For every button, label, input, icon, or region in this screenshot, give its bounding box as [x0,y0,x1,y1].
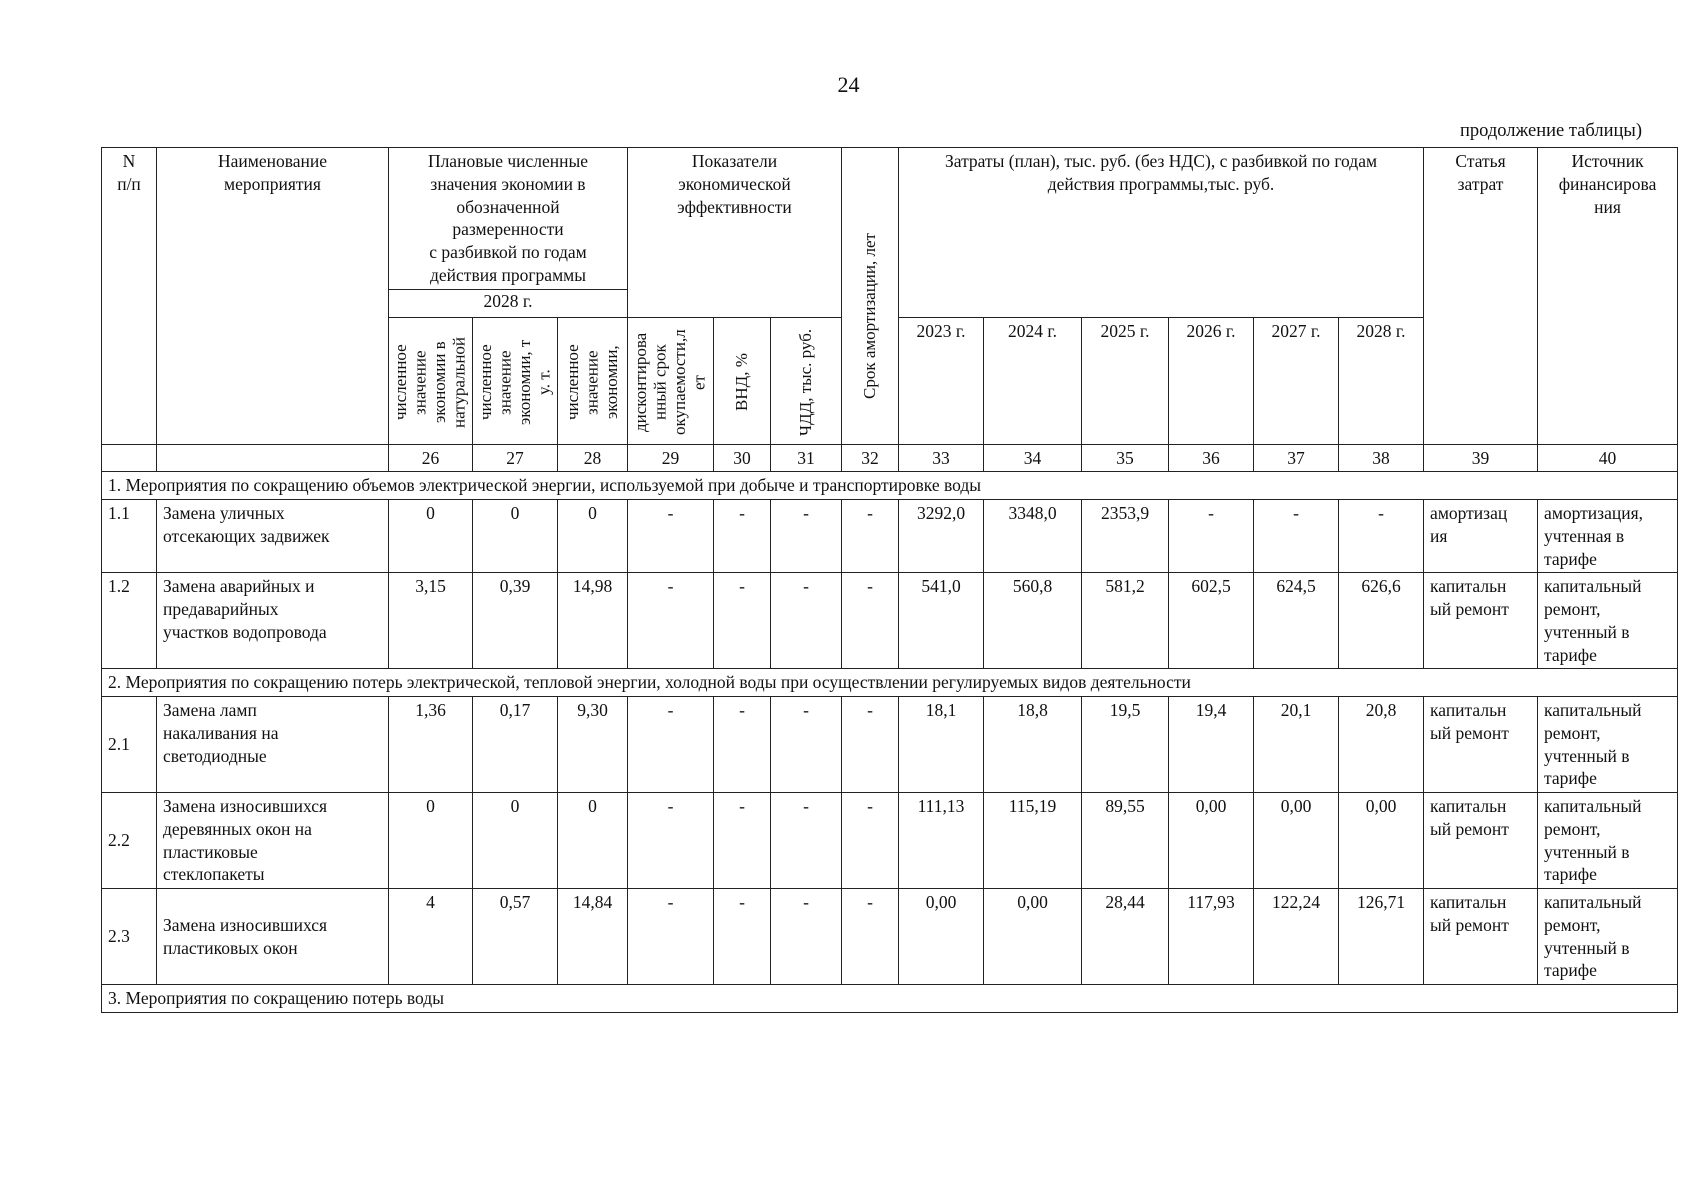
value-cell: 20,8 [1339,697,1424,793]
num-cell-empty [157,444,389,472]
funding-source-cell: капитальный ремонт, учтенный в тарифе [1538,889,1678,985]
column-number: 29 [628,444,714,472]
table-row [102,500,1678,573]
table-row [102,889,1678,985]
funding-source-cell: капитальный ремонт, учтенный в тарифе [1538,793,1678,889]
value-cell: - [1169,500,1254,573]
column-number: 34 [984,444,1082,472]
header-amortization: Срок амортизации, лет [842,148,899,445]
value-cell: - [842,500,899,573]
row-number: 1.1 [102,500,157,573]
value-cell: 1,36 [389,697,473,793]
column-number: 28 [558,444,628,472]
section-title: 1. Мероприятия по сокращению объемов электрической энергии, используемой при добыче и транспортировке воды [102,472,1678,500]
column-number: 40 [1538,444,1678,472]
column-number: 36 [1169,444,1254,472]
row-name: Замена износившихся деревянных окон на пластиковые стеклопакеты [157,793,389,889]
value-cell: - [628,500,714,573]
section-title: 3. Мероприятия по сокращению потерь воды [102,985,1678,1013]
table-row [102,573,1678,669]
value-cell: 126,71 [1339,889,1424,985]
value-cell: - [771,793,842,889]
header-funding-source: Источник финансирова ния [1538,148,1678,445]
value-cell: 0,00 [899,889,984,985]
value-cell: 0 [558,500,628,573]
value-cell: 0 [473,793,558,889]
header-cost-item: Статья затрат [1424,148,1538,445]
section-row [102,985,1678,1013]
row-number: 2.1 [102,697,157,793]
header-cost-year: 2025 г. [1082,317,1169,444]
funding-source-cell: капитальный ремонт, учтенный в тарифе [1538,697,1678,793]
value-cell: 19,5 [1082,697,1169,793]
value-cell: - [842,573,899,669]
value-cell: 14,98 [558,573,628,669]
section-row [102,472,1678,500]
value-cell: - [628,793,714,889]
funding-source-cell: амортизация, учтенная в тарифе [1538,500,1678,573]
value-cell: 3,15 [389,573,473,669]
table-row [102,697,1678,793]
value-cell: - [714,500,771,573]
value-cell: 0,00 [1339,793,1424,889]
value-cell: 581,2 [1082,573,1169,669]
cost-item-cell: амортизац ия [1424,500,1538,573]
value-cell: - [771,889,842,985]
value-cell: 0 [389,500,473,573]
header-savings-col: численное значение экономии в натуральной [389,317,473,444]
value-cell: 111,13 [899,793,984,889]
value-cell: 0,00 [984,889,1082,985]
header-costs-group: Затраты (план), тыс. руб. (без НДС), с разбивкой по годам действия программы,тыс. руб. [899,148,1424,318]
value-cell: 0,00 [1254,793,1339,889]
column-number: 33 [899,444,984,472]
value-cell: - [842,889,899,985]
funding-source-cell: капитальный ремонт, учтенный в тарифе [1538,573,1678,669]
row-number: 2.3 [102,889,157,985]
column-number: 35 [1082,444,1169,472]
header-efficiency-col: ЧДД, тыс. руб. [771,317,842,444]
page-number: 24 [837,72,860,97]
value-cell: 0,00 [1169,793,1254,889]
column-number: 31 [771,444,842,472]
row-number: 2.2 [102,793,157,889]
header-efficiency-col: ВНД, % [714,317,771,444]
value-cell: 0 [389,793,473,889]
value-cell: - [1339,500,1424,573]
value-cell: - [771,697,842,793]
value-cell: 0,57 [473,889,558,985]
cost-item-cell: капитальн ый ремонт [1424,793,1538,889]
value-cell: 560,8 [984,573,1082,669]
cost-item-cell: капитальн ый ремонт [1424,889,1538,985]
cost-item-cell: капитальн ый ремонт [1424,573,1538,669]
continuation-note: продолжение таблицы) [1459,121,1642,141]
row-name: Замена аварийных и предаварийных участков водопровода [157,573,389,669]
value-cell: - [842,793,899,889]
value-cell: - [628,889,714,985]
header-cost-year: 2026 г. [1169,317,1254,444]
value-cell: - [771,573,842,669]
value-cell: 4 [389,889,473,985]
column-number: 27 [473,444,558,472]
column-number: 38 [1339,444,1424,472]
value-cell: 624,5 [1254,573,1339,669]
value-cell: 626,6 [1339,573,1424,669]
column-number: 32 [842,444,899,472]
value-cell: 602,5 [1169,573,1254,669]
num-cell-empty [102,444,157,472]
value-cell: 28,44 [1082,889,1169,985]
row-name: Замена ламп накаливания на светодиодные [157,697,389,793]
header-cost-year: 2024 г. [984,317,1082,444]
value-cell: - [628,573,714,669]
section-row [102,669,1678,697]
value-cell: - [714,697,771,793]
header-cost-year: 2023 г. [899,317,984,444]
value-cell: - [1254,500,1339,573]
value-cell: - [714,889,771,985]
column-number: 26 [389,444,473,472]
table-row [102,793,1678,889]
header-savings-col: численное значение экономии, [558,317,628,444]
value-cell: 3348,0 [984,500,1082,573]
value-cell: 14,84 [558,889,628,985]
header-efficiency-group: Показатели экономической эффективности [628,148,842,318]
value-cell: 18,8 [984,697,1082,793]
header-efficiency-col: дисконтирова нный срок окупаемости,л ет [628,317,714,444]
value-cell: 0,39 [473,573,558,669]
value-cell: 2353,9 [1082,500,1169,573]
value-cell: 122,24 [1254,889,1339,985]
cost-item-cell: капитальн ый ремонт [1424,697,1538,793]
header-savings-group: Плановые численные значения экономии в обозначенной размеренности с разбивкой по годам действия программы [389,148,628,290]
value-cell: 9,30 [558,697,628,793]
value-cell: 0 [473,500,558,573]
column-number: 30 [714,444,771,472]
value-cell: - [628,697,714,793]
header-cost-year: 2028 г. [1339,317,1424,444]
header-savings-year: 2028 г. [389,289,628,317]
value-cell: 0 [558,793,628,889]
value-cell: 541,0 [899,573,984,669]
value-cell: - [771,500,842,573]
row-number: 1.2 [102,573,157,669]
column-number: 39 [1424,444,1538,472]
section-title: 2. Мероприятия по сокращению потерь электрической, тепловой энергии, холодной воды при осуществлении регулируемых видов деятельности [102,669,1678,697]
header-cost-year: 2027 г. [1254,317,1339,444]
value-cell: - [714,793,771,889]
header-name: Наименование мероприятия [157,148,389,445]
value-cell: - [842,697,899,793]
value-cell: 19,4 [1169,697,1254,793]
value-cell: 20,1 [1254,697,1339,793]
value-cell: 3292,0 [899,500,984,573]
value-cell: 115,19 [984,793,1082,889]
column-number: 37 [1254,444,1339,472]
value-cell: 18,1 [899,697,984,793]
row-name: Замена уличных отсекающих задвижек [157,500,389,573]
value-cell: 0,17 [473,697,558,793]
value-cell: 89,55 [1082,793,1169,889]
value-cell: - [714,573,771,669]
header-num: N п/п [102,148,157,445]
header-savings-col: численное значение экономии, т у. т. [473,317,558,444]
row-name: Замена износившихся пластиковых окон [157,889,389,985]
value-cell: 117,93 [1169,889,1254,985]
program-measures-table [101,147,1678,1013]
